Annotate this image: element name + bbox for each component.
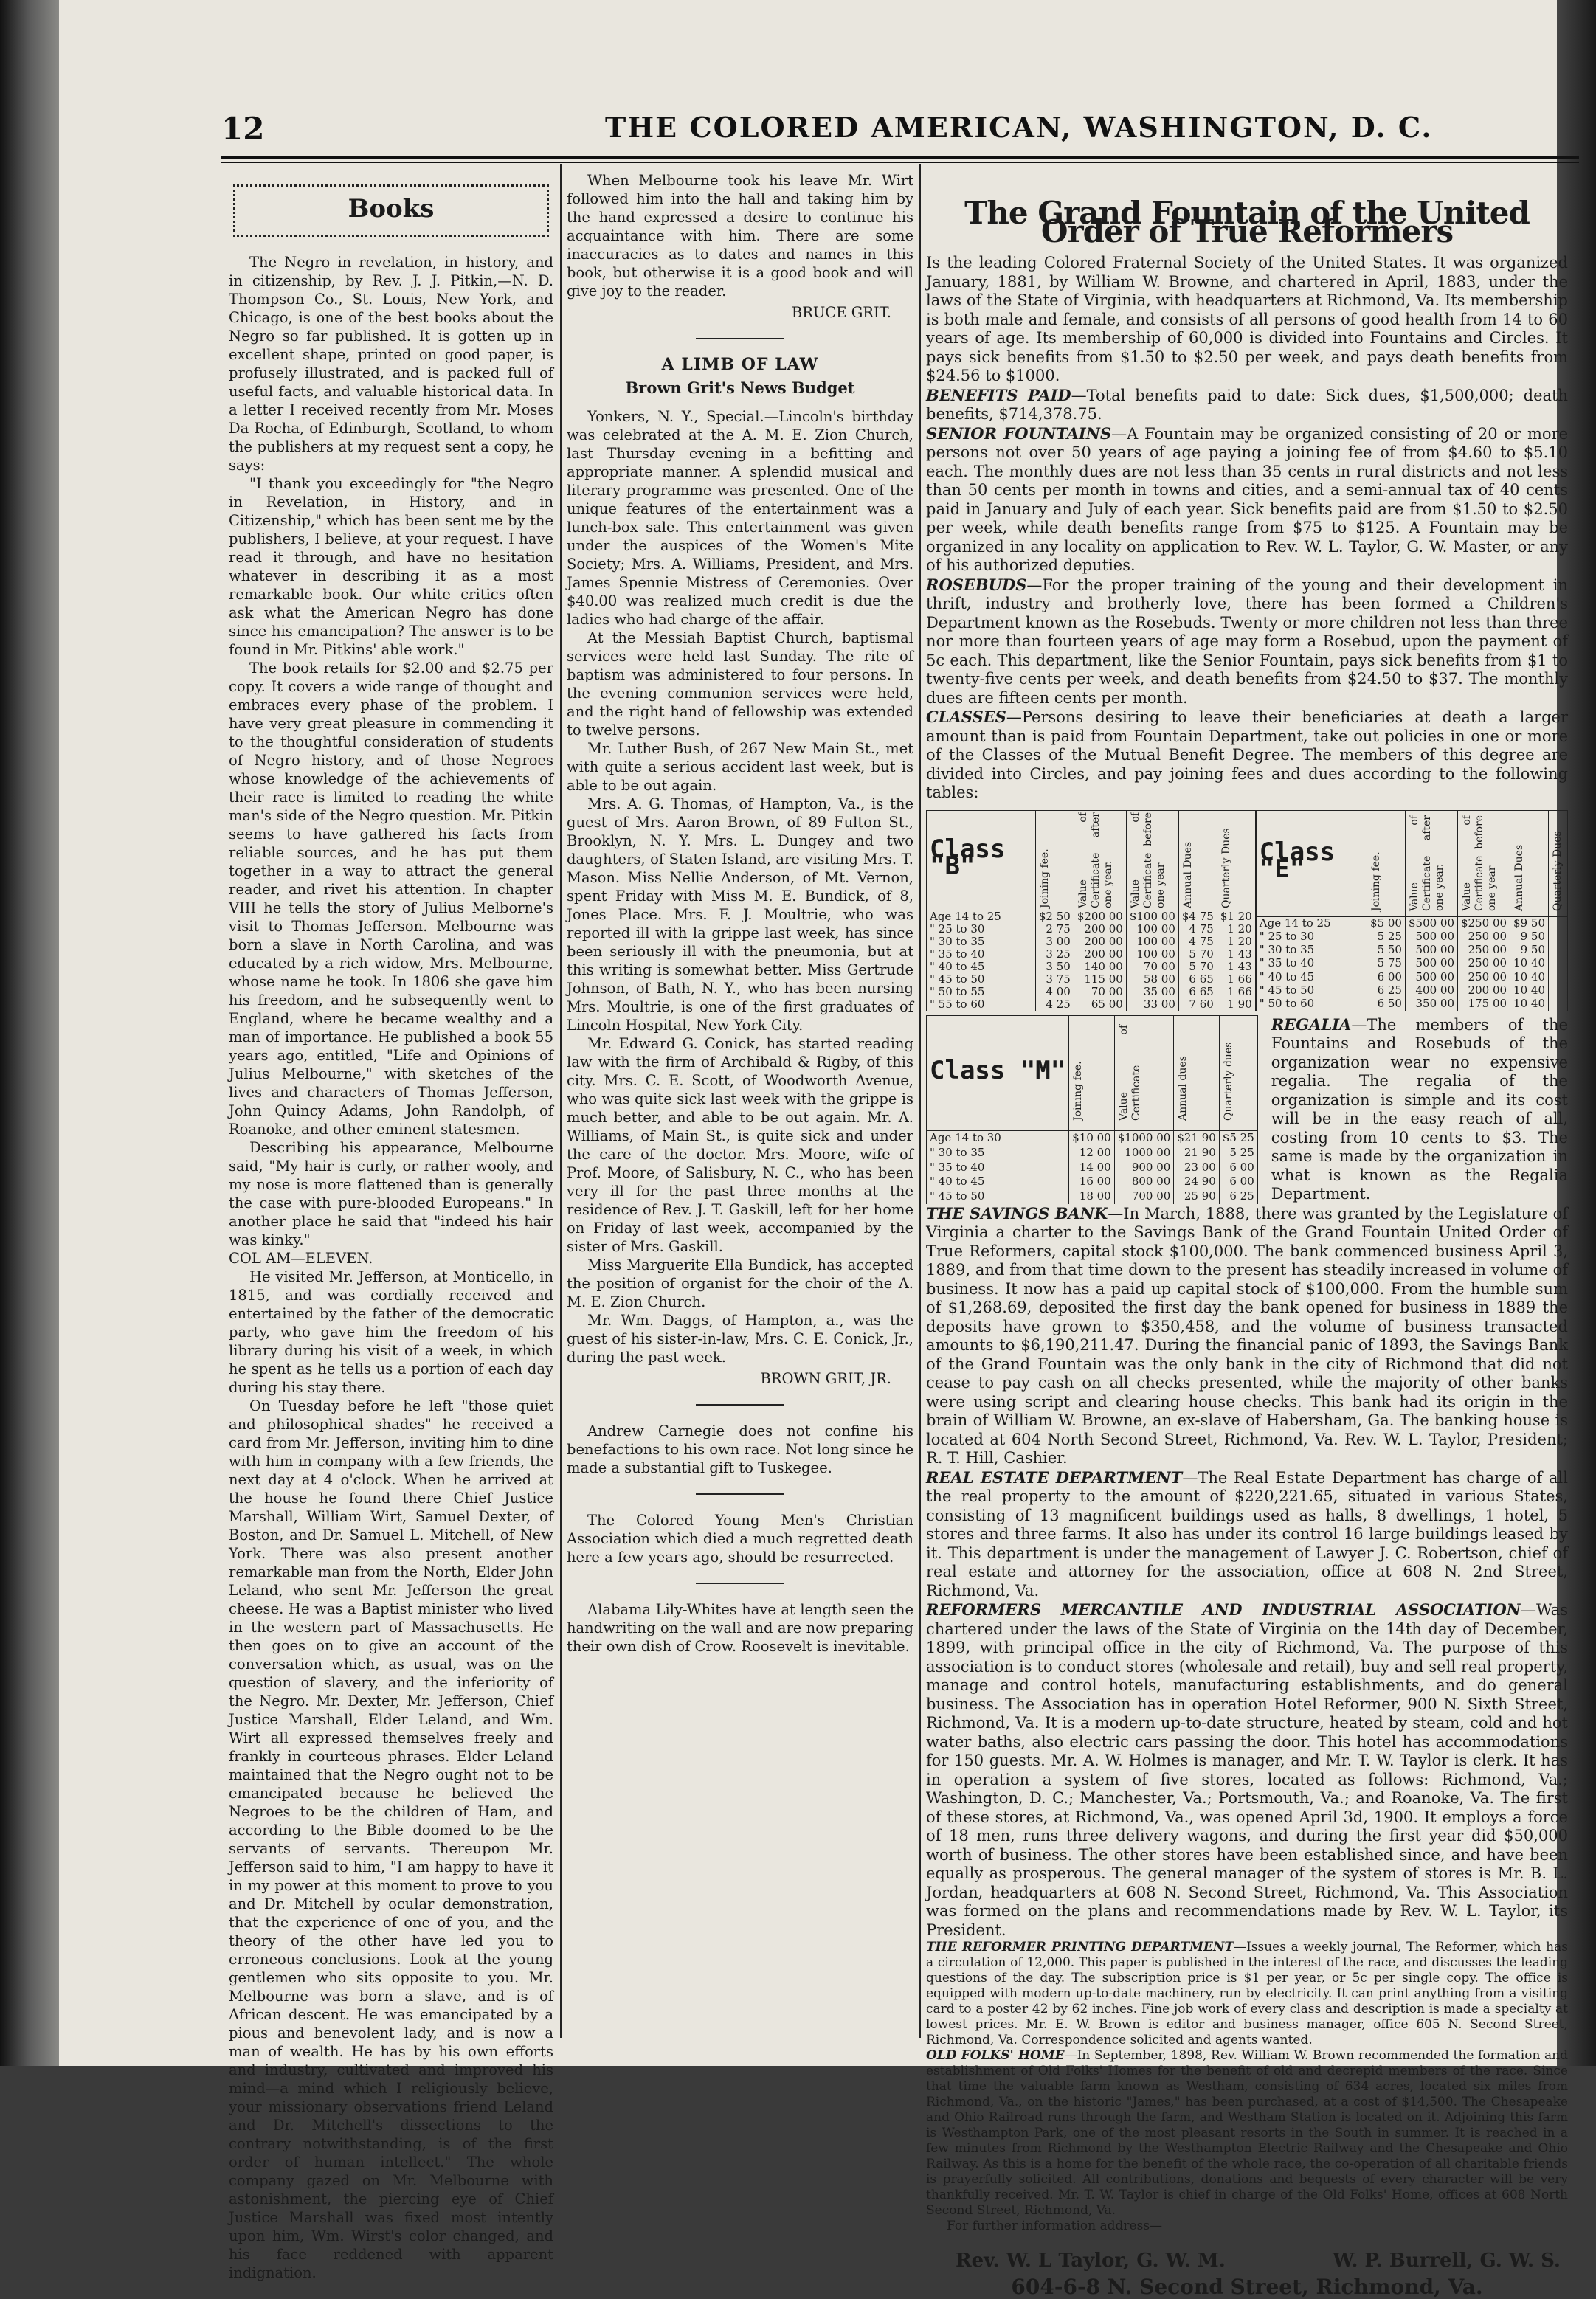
regalia-section <box>1271 1015 1568 1204</box>
table-cell: 3 75 <box>1035 973 1074 986</box>
table-cell: $500 00 <box>1405 916 1457 930</box>
table-cell: 5 75 <box>1367 957 1406 970</box>
table-row <box>927 1189 1258 1204</box>
table-row <box>1256 997 1567 1010</box>
officer-right: W. P. Burrell, G. W. S. <box>1333 2250 1561 2272</box>
col-header: Annual Dues <box>1513 844 1526 911</box>
class-m-area <box>926 1015 1568 1204</box>
printing-section <box>926 1940 1568 2048</box>
printing-label: THE REFORMER PRINTING DEPARTMENT <box>926 1940 1234 1954</box>
table-cell: 3 50 <box>1035 961 1074 973</box>
books-paragraph: Describing his appearance, Melbourne said, "My hair is curly, or rather wooly, and my nose is more flattened than is generally the case with pure-blooded Europeans." In another place he said that "indeed his hair was kinky." <box>229 1139 553 1248</box>
table-cell: 33 00 <box>1126 998 1178 1011</box>
table-cell: 100 00 <box>1126 936 1178 948</box>
table-cell: " 30 to 35 <box>927 1146 1069 1161</box>
table-cell: 2 75 <box>1035 923 1074 936</box>
col-header: Quarterly Dues <box>1220 827 1232 908</box>
table-cell: Age 14 to 25 <box>927 910 1036 923</box>
col-header: Value of Certificate before one year <box>1129 812 1167 908</box>
table-cell: 200 00 <box>1074 948 1126 961</box>
oldfolks-section <box>926 2048 1568 2219</box>
table-cell <box>1549 916 1568 930</box>
class-b-label: Class "B" <box>930 834 1006 881</box>
table-cell: 10 40 <box>1510 997 1549 1010</box>
col-header: Quarterly dues <box>1222 1042 1234 1121</box>
classes-label: CLASSES <box>926 708 1006 726</box>
page-number: 12 <box>221 111 265 147</box>
printing-text: —Issues a weekly journal, The Reformer, which has a circulation of 12,000. This paper is published in the interest of the race, and discusses the leading questions of the day. The subscription price is $1 per year, or 5c per single copy. The office is equipped with modern up-to-date machinery, run by electricity. It can print anything from a visiting card to a poster 42 by 62 inches. Fine job work of every class and description is made a specialty at lowest prices. Mr. E. W. Brown is editor and business manager, office 605 N. Second Street, Richmond, Va. Correspondence solicited and agents wanted. <box>926 1940 1568 2047</box>
table-cell: 1 20 <box>1217 936 1255 948</box>
table-cell: " 35 to 40 <box>1256 957 1367 970</box>
senior-section <box>926 424 1568 575</box>
rosebuds-label: ROSEBUDS <box>926 575 1027 594</box>
realestate-text: —The Real Estate Department has charge of all the real property to the amount of $220,221.65, situated in various States, consisting of 13 magnificent buildings used as halls, 8 dwellings, 1 hotel, 5 stores and three farms. It also has under its control 16 large buildings leased by it. This department is under the management of Lawyer J. C. Robertson, chief of real estate and attorney for the association, office at 608 N. 2nd Street, Richmond, Va. <box>926 1468 1568 1600</box>
table-cell: " 30 to 35 <box>1256 944 1367 957</box>
table-cell: $10 00 <box>1069 1130 1115 1145</box>
table-cell: 9 50 <box>1510 930 1549 944</box>
class-e-label: Class "E" <box>1259 837 1336 884</box>
benefits-label: BENEFITS PAID <box>926 385 1071 404</box>
table-cell: 6 25 <box>1367 983 1406 997</box>
table-cell: 5 70 <box>1178 948 1217 961</box>
table-cell: 200 00 <box>1074 936 1126 948</box>
limb-paragraph: Yonkers, N. Y., Special.—Lincoln's birthday was celebrated at the A. M. E. Zion Church, last Thursday evening in a befitting and appropriate manner. A splendid musical and literary programme was presented. One of the unique features of the entertainment was a lunch-box sale. This entertainment was given under the auspices of the Women's Mite Society; Mrs. A. Williams, President, and Mrs. James Spennie Mistress of Ceremonies. Over $40.00 was realized much credit is due the ladies who had charge of the affair. <box>567 408 913 628</box>
table-cell: 3 00 <box>1035 936 1074 948</box>
table-row <box>1256 916 1567 930</box>
table-cell: 12 00 <box>1069 1146 1115 1161</box>
class-m-table <box>926 1015 1258 1204</box>
books-signature: BRUCE GRIT. <box>791 304 891 321</box>
savings-text: —In March, 1888, there was granted by the Legislature of Virginia a charter to the Savings Bank of the Grand Fountain United Order of True Reformers, capital stock $100,000. The bank commenced business April 3, 1889, and from that time down to the present has steadily increased in volume of business. It now has a paid up capital stock of $100,000. From the humble sum of $1,268.69, deposited the first day the bank opened for business in 1889 the deposits have grown to $350,458, and the volume of business transacted amounts to $6,190,211.47. During the financial panic of 1893, the Savings Bank of the Grand Fountain was the only bank in the city of Richmond that did not cease to pay cash on all checks presented, while the majority of other banks were using script and clearing house checks. This bank had its origin in the brain of William W. Browne, an ex-slave of Habersham, Ga. The banking house is located at 604 North Second Street, Richmond, Va. Rev. W. L. Taylor, President; R. T. Hill, Cashier. <box>926 1204 1568 1467</box>
books-paragraph: "I thank you exceedingly for "the Negro in Revelation, in History, and in Citizenship," which has been sent me by the publishers, I believe, at your request. I have read it through, and have no hesitation whatever in describing it as a most remarkable book. Our white critics often ask what the American Negro has done since his emancipation? The answer is to be found in Mr. Pitkins' able work." <box>229 475 553 658</box>
table-cell: 5 50 <box>1367 944 1406 957</box>
table-cell: 115 00 <box>1074 973 1126 986</box>
table-cell: 3 25 <box>1035 948 1074 961</box>
col-header: Joining fee. <box>1072 1061 1085 1121</box>
regalia-sidebar <box>1271 1015 1568 1204</box>
limb-paragraph: Mr. Wm. Daggs, of Hampton, a., was the guest of his sister-in-law, Mrs. C. E. Conick, Jr., during the past week. <box>567 1312 913 1366</box>
table-cell: 4 75 <box>1178 936 1217 948</box>
table-cell: 6 25 <box>1219 1189 1257 1204</box>
realestate-label: REAL ESTATE DEPARTMENT <box>926 1467 1183 1487</box>
officers-line <box>956 2252 1561 2270</box>
table-cell: 6 00 <box>1367 970 1406 983</box>
table-cell: $5 00 <box>1367 916 1406 930</box>
masthead-title: THE COLORED AMERICAN, WASHINGTON, D. C. <box>605 111 1433 144</box>
table-row <box>927 998 1256 1011</box>
table-cell: 140 00 <box>1074 961 1126 973</box>
table-cell: 58 00 <box>1126 973 1178 986</box>
table-cell: " 50 to 60 <box>1256 997 1367 1010</box>
binding-shadow <box>0 0 59 2066</box>
table-cell: " 50 to 55 <box>927 986 1036 998</box>
table-cell: $9 50 <box>1510 916 1549 930</box>
oldfolks-text: —In September, 1898, Rev. William W. Brown recommended the formation and establishment of Old Folks' Homes for the benefit of old and decrepid members of the race. Since that time the valuable farm known as Westham, consisting of 634 acres, located six miles from Richmond, Va., on the historic "James," has been purchased, at a cost of $14,500. The Chesapeake and Ohio Railroad runs through the farm, and Westham Station is located on it. Adjoining this farm is Westhampton Park, one of the most pleasant resorts in the South in summer. It is reached in a few minutes from Richmond by the Westhampton Electric Railway and the Chesapeake and Ohio Railway. As this is a home for the benefit of the whole race, the co-operation of all charitable friends is prayerfully solicited. All contributions, donations and bequests of every character will be very thankfully received. Mr. T. W. Taylor is chief in charge of the Old Folks' Home, offices at 608 North Second Street, Richmond, Va. <box>926 2048 1568 2218</box>
classes-text: —Persons desiring to leave their beneficiaries at death a larger amount than is paid from Fountain Department, take out policies in one or more of the Classes of the Mutual Benefit Degree. The members of this degree are divided into Circles, and pay joining fees and dues according to the following tables: <box>926 708 1568 801</box>
table-cell: " 45 to 50 <box>927 1189 1069 1204</box>
table-cell: 23 00 <box>1174 1160 1220 1175</box>
table-cell: 10 40 <box>1510 983 1549 997</box>
column-rule-2 <box>919 164 921 2038</box>
table-cell: 4 00 <box>1035 986 1074 998</box>
savings-label: THE SAVINGS BANK <box>926 1203 1108 1223</box>
limb-heading: A LIMB OF LAW <box>661 355 819 374</box>
table-cell: 1 43 <box>1217 961 1255 973</box>
col-header: Value of Certificate <box>1117 1025 1142 1121</box>
table-cell: 1 90 <box>1217 998 1255 1011</box>
table-cell: 10 40 <box>1510 970 1549 983</box>
oldfolks-label: OLD FOLKS' HOME <box>926 2048 1065 2063</box>
table-row <box>1256 970 1567 983</box>
table-row <box>927 948 1256 961</box>
short-item: The Colored Young Men's Christian Association which died a much regretted death here a few years ago, should be resurrected. <box>567 1512 913 1566</box>
table-cell: 350 00 <box>1405 997 1457 1010</box>
limb-paragraph: Mrs. A. G. Thomas, of Hampton, Va., is the guest of Mrs. Aaron Brown, of 89 Fulton St., Brooklyn, N. Y. Mrs. L. Dungey and two daughters, of Staten Island, are visiting Mrs. T. Mason. Miss Nellie Anderson, of Mt. Vernon, spent Friday with Miss M. E. Bundick, of 8, Jones Place. Mrs. F. J. Moultrie, who was reported ill with la grippe last week, has since been seriously ill with the pneumonia, but at this writing is somewhat better. Miss Gertrude Johnson, of Bath, N. Y., who has been nursing Mrs. Moultrie, is one of the first graduates of Lincoln Hospital, New York City. <box>567 795 913 1034</box>
books-heading-box <box>233 184 549 237</box>
col-header: Value of Certificate before one year <box>1461 815 1499 911</box>
col-header: Joining fee. <box>1370 851 1383 911</box>
masthead-rule <box>221 156 1579 163</box>
table-cell: 6 65 <box>1178 973 1217 986</box>
benefits-text: —Total benefits paid to date: Sick dues, $1,500,000; death benefits, $714,378.75. <box>926 386 1568 423</box>
limb-paragraph: Miss Marguerite Ella Bundick, has accepted the position of organist for the choir of the A. M. E. Zion Church. <box>567 1256 913 1310</box>
table-cell: 175 00 <box>1458 997 1510 1010</box>
table-cell: 24 90 <box>1174 1175 1220 1189</box>
section-rule <box>696 1493 784 1495</box>
table-cell: 10 40 <box>1510 957 1549 970</box>
table-cell: 100 00 <box>1126 948 1178 961</box>
benefits-section <box>926 386 1568 424</box>
table-cell: 70 00 <box>1126 961 1178 973</box>
table-cell <box>1549 930 1568 944</box>
col-header: Quarterly Dues <box>1552 831 1564 911</box>
table-cell: $200 00 <box>1074 910 1126 923</box>
table-cell: $5 25 <box>1219 1130 1257 1145</box>
books-paragraph: He visited Mr. Jefferson, at Monticello, in 1815, and was cordially received and entertained by the father of the democratic party, who gave him the freedom of his library during his visit of a week, in which he spent as he tells us a portion of each day during his stay there. <box>229 1268 553 1396</box>
savings-section <box>926 1204 1568 1468</box>
table-cell <box>1549 983 1568 997</box>
table-cell: 5 25 <box>1219 1146 1257 1161</box>
limb-paragraph: Mr. Luther Bush, of 267 New Main St., met with quite a serious accident last week, but is able to be out again. <box>567 740 913 794</box>
table-cell: 250 00 <box>1458 944 1510 957</box>
limb-paragraph: At the Messiah Baptist Church, baptismal services were held last Sunday. The rite of baptism was administered to four persons. In the evening communion services were held, and the right hand of fellowship was extended to twelve persons. <box>567 629 913 739</box>
table-cell: " 45 to 50 <box>1256 983 1367 997</box>
books-paragraph: When Melbourne took his leave Mr. Wirt followed him into the hall and taking him by the hand expressed a desire to continue his acquaintance with him. There are some inaccuracies as to dates and names in this book, but otherwise it is a good book and will give joy to the reader. <box>567 172 913 300</box>
table-cell: 9 50 <box>1510 944 1549 957</box>
table-cell: 1 43 <box>1217 948 1255 961</box>
rosebuds-text: —For the proper training of the young and their development in thrift, industry and brotherly love, there has been formed a Children's Department known as the Rosebuds. Twenty or more children not less than three nor more than fourteen years of age may form a Rosebud, upon the payment of 5c each. This department, like the Senior Fountain, pays sick benefits from $1 to twenty-five cents per week, and death benefits from $24.50 to $37. The monthly dues are fifteen cents per month. <box>926 575 1568 707</box>
limb-signature: BROWN GRIT, JR. <box>760 1370 891 1387</box>
table-cell: " 30 to 35 <box>927 936 1036 948</box>
table-cell <box>1549 957 1568 970</box>
mercantile-label: REFORMERS MERCANTILE AND INDUSTRIAL ASSOCIATION <box>926 1600 1521 1619</box>
books-paragraph: The book retails for $2.00 and $2.75 per copy. It covers a wide range of thought and embraces every phase of the problem. I have very great pleasure in commending it to the thoughtful consideration of students of Negro history, and of those Negroes whose knowledge of the achievements of their race is limited to reading the white man's side of the Negro question. Mr. Pitkin seems to have gathered his facts from reliable sources, and he has put them together in a way to attract the general reader, and rivet his attention. In chapter VIII he tells the story of Julius Melborne's visit to Thomas Jefferson. Melbourne was born a slave in North Carolina, and was educated by a rich widow, Mrs. Melbourne, whose name he took. In 1806 she gave him his freedom, and he subsequently went to England, where he became wealthy and a man of importance. He published a book 55 years ago, entitled, "Life and Opinions of Julius Melbourne," with sketches of the lives and characters of Thomas Jefferson, John Quincy Adams, John Randolph, of Roanoke, and other eminent statesmen. <box>229 660 553 1138</box>
table-cell: 7 60 <box>1178 998 1217 1011</box>
table-row <box>927 961 1256 973</box>
table-cell: 16 00 <box>1069 1175 1115 1189</box>
table-cell: 700 00 <box>1114 1189 1174 1204</box>
fine-print <box>926 1940 1568 2234</box>
fountain-heading: The Grand Fountain of the United Order of True Reformers <box>964 195 1530 249</box>
short-item: Alabama Lily-Whites have at length seen the handwriting on the wall and are now preparing their own dish of Crow. Roosevelt is inevitable. <box>567 1601 913 1655</box>
table-cell: 4 25 <box>1035 998 1074 1011</box>
table-cell: 6 65 <box>1178 986 1217 998</box>
table-cell: 4 75 <box>1178 923 1217 936</box>
table-row <box>1256 957 1567 970</box>
rosebuds-section <box>926 575 1568 708</box>
column-rule-1 <box>560 164 562 2038</box>
col-header: Joining fee. <box>1038 848 1051 908</box>
table-row <box>1256 983 1567 997</box>
table-cell: 6 00 <box>1219 1160 1257 1175</box>
table-row <box>1256 944 1567 957</box>
table-cell: 200 00 <box>1458 983 1510 997</box>
table-cell: 800 00 <box>1114 1175 1174 1189</box>
col-header: Annual Dues <box>1181 841 1194 908</box>
table-row <box>927 910 1256 923</box>
regalia-label: REGALIA <box>1271 1014 1352 1034</box>
table-cell: 21 90 <box>1174 1146 1220 1161</box>
short-item: Andrew Carnegie does not confine his benefactions to his own race. Not long since he made a substantial gift to Tuskegee. <box>567 1422 913 1476</box>
table-row <box>1256 930 1567 944</box>
table-row <box>927 1130 1258 1145</box>
table-cell: 5 70 <box>1178 961 1217 973</box>
mercantile-section <box>926 1600 1568 1940</box>
regalia-text: —The members of the Fountains and Rosebuds of the organization wear no expensive regalia. The regalia of the organization is simple and its cost will be in the easy reach of all, costing from 10 cents to $3. The same is made by the organization in what is known as the Regalia Department. <box>1271 1015 1568 1203</box>
table-cell: 18 00 <box>1069 1189 1115 1204</box>
table-cell: $1 20 <box>1217 910 1255 923</box>
class-b-table <box>926 810 1256 1011</box>
table-cell: 1 66 <box>1217 973 1255 986</box>
table-cell: 65 00 <box>1074 998 1126 1011</box>
table-cell: " 25 to 30 <box>927 923 1036 936</box>
mercantile-text: —Was chartered under the laws of the State of Virginia on the 14th day of December, 1899, with principal office in the city of Richmond, Va. The purpose of this association is to conduct stores (wholesale and retail), buy and sell real property, manage and control hotels, manufacturing establishments, and do general business. The Association has in operation Hotel Reformer, 900 N. Sixth Street, Richmond, Va. It is a modern up-to-date structure, heated by steam, cold and hot water baths, also electric cars passing the door. This hotel has accommodations for 150 guests. Mr. A. W. Holmes is manager, and Mr. T. W. Taylor is clerk. It has in operation a system of five stores, located as follows: Richmond, Va.; Washington, D. C.; Manchester, Va.; Portsmouth, Va.; and Roanoke, Va. The first of these stores, at Richmond, Va., was opened April 3d, 1900. It employs a force of 18 men, runs three delivery wagons, and during the first year did $50,000 worth of business. The other stores have been established since, and have been equally as prosperous. The general manager of the system of stores is Mr. B. L. Jordan, headquarters at 608 N. Second Street, Richmond, Va. This Association was formed on the plans and recommendations made by Rev. W. L. Taylor, its President. <box>926 1601 1568 1939</box>
table-cell: $21 90 <box>1174 1130 1220 1145</box>
col-header: Value of Certificate after one year. <box>1408 815 1445 911</box>
table-cell: " 25 to 30 <box>1256 930 1367 944</box>
class-m-label: Class "M" <box>930 1055 1066 1085</box>
table-cell: " 35 to 40 <box>927 1160 1069 1175</box>
col-header: Annual dues <box>1177 1056 1189 1121</box>
table-cell: " 40 to 45 <box>927 1175 1069 1189</box>
table-cell: 5 25 <box>1367 930 1406 944</box>
table-cell: " 45 to 50 <box>927 973 1036 986</box>
table-cell: 25 90 <box>1174 1189 1220 1204</box>
table-cell: 35 00 <box>1126 986 1178 998</box>
books-paragraph: On Tuesday before he left "those quiet and philosophical shades" he received a card from Mr. Jefferson, inviting him to dine with him in company with a few friends, the next day at 4 o'clock. When he arrived at the house he found there Chief Justice Marshall, William Wirt, Samuel Dexter, of Boston, and Dr. Samuel L. Mitchell, of New York. There was also present another remarkable man from the North, Elder John Leland, who sent Mr. Jefferson the great cheese. He was a Baptist minister who lived in the western part of Massachusetts. He then goes on to give an account of the conversation which, as usual, was on the question of slavery, and the inferiority of the Negro. Mr. Dexter, Mr. Jefferson, Chief Justice Marshall, Elder Leland, and Wm. Wirt all expressed themselves freely and frankly in courteous phrases. Elder Leland maintained that the Negro ought not to be emancipated because he believed the Negroes to be the children of Ham, and according to the Bible doomed to be the servants of servants. Thereupon Mr. Jefferson said to him, "I am happy to have it in my power at this moment to prove to you and Dr. Mitchell by ocular demonstration, that the experience of one of you, and the theory of the other have led you to erroneous conclusions. Look at the young gentlemen who sits opposite to you. Mr. Melbourne was born a slave, and is of African descent. He was emancipated by a pious and benevolent lady, and is now a man of wealth. He has by his own efforts and industry, cultivated and improved his mind—a mind which I religiously believe, your missionary observations friend Leland and Dr. Mitchell's dissections to the contrary notwithstanding, is of the first order of human intellect." The whole company gazed on Mr. Melbourne with astonishment, the piercing eye of Chief Justice Marshall was fixed most intently upon him, Wm. Wirst's color changed, and his face reddened with apparent indignation. <box>229 1397 553 2281</box>
table-cell: 100 00 <box>1126 923 1178 936</box>
table-cell: " 35 to 40 <box>927 948 1036 961</box>
table-cell: 250 00 <box>1458 930 1510 944</box>
table-cell: " 55 to 60 <box>927 998 1036 1011</box>
table-cell: 70 00 <box>1074 986 1126 998</box>
fountain-intro: Is the leading Colored Fraternal Society of the United States. It was organized January, 1881, by William W. Browne, and chartered in April, 1883, under the laws of the State of Virginia, with headquarters at Richmond, Va. Its membership is both male and female, and consists of all persons of good health from 14 to 60 years of age. Its membership of 60,000 is divided into Fountains and Circles. It pays sick benefits from $1.50 to $2.50 per week, and pays death benefits from $24.56 to $1000. <box>926 254 1568 384</box>
senior-label: SENIOR FOUNTAINS <box>926 424 1112 443</box>
table-row <box>927 1146 1258 1161</box>
books-paragraph: COL AM—ELEVEN. <box>229 1250 373 1267</box>
table-cell: Age 14 to 30 <box>927 1130 1069 1145</box>
books-paragraph: The Negro in revelation, in history, and in citizenship, by Rev. J. J. Pitkin,—N. D. Thompson Co., St. Louis, New York, and Chicago, is one of the best books about the Negro so far published. It is gotten up in excellent shape, printed on good paper, is profusely illustrated, and is packed full of useful facts, and valuable historical data. In a letter I received recently from Mr. Moses Da Rocha, of Edinburgh, Scotland, to whom the publishers at my request sent a copy, he says: <box>229 254 553 474</box>
table-cell: 6 00 <box>1219 1175 1257 1189</box>
table-cell: $100 00 <box>1126 910 1178 923</box>
table-row <box>927 1160 1258 1175</box>
table-cell: $250 00 <box>1458 916 1510 930</box>
column-fountain <box>926 171 1568 2299</box>
officer-left: Rev. W. L Taylor, G. W. M. <box>956 2250 1226 2272</box>
table-cell: " 40 to 45 <box>927 961 1036 973</box>
table-cell: 500 00 <box>1405 930 1457 944</box>
rate-tables <box>926 810 1568 1011</box>
limb-subheading: Brown Grit's News Budget <box>625 378 855 397</box>
classes-section <box>926 708 1568 803</box>
table-cell: " 40 to 45 <box>1256 970 1367 983</box>
table-cell: 900 00 <box>1114 1160 1174 1175</box>
table-cell: 1000 00 <box>1114 1146 1174 1161</box>
table-cell: 400 00 <box>1405 983 1457 997</box>
table-cell: 6 50 <box>1367 997 1406 1010</box>
col-header: Value of Certificate after one year. <box>1077 812 1114 908</box>
table-row <box>927 936 1256 948</box>
table-row <box>927 923 1256 936</box>
table-cell: $4 75 <box>1178 910 1217 923</box>
limb-paragraph: Mr. Edward G. Conick, has started reading law with the firm of Archibald & Rigby, of this city. Mrs. C. E. Scott, of Woodworth Avenue, who was quite sick last week with the grippe is much better, and able to be out again. Mr. A. Williams, of Main St., is quite sick and under the care of the doctor. Mrs. Moore, wife of Prof. Moore, of Salisbury, N. C., who has been very ill for the past three months at the residence of Rev. J. T. Gaskill, left for her home on Friday of last week, accompanied by the sister of Mrs. Gaskill. <box>567 1035 913 1255</box>
table-cell: 1 20 <box>1217 923 1255 936</box>
column-middle <box>567 171 913 2030</box>
section-rule <box>696 338 784 339</box>
table-cell: $2 50 <box>1035 910 1074 923</box>
class-e-table <box>1256 810 1568 1011</box>
table-cell <box>1549 970 1568 983</box>
table-cell: 1 66 <box>1217 986 1255 998</box>
column-books <box>229 171 553 2281</box>
table-cell: $1000 00 <box>1114 1130 1174 1145</box>
table-cell: 500 00 <box>1405 970 1457 983</box>
table-cell <box>1549 944 1568 957</box>
books-heading: Books <box>348 194 435 224</box>
table-cell: 14 00 <box>1069 1160 1115 1175</box>
senior-text: —A Fountain may be organized consisting of 20 or more persons not over 50 years of age paying a joining fee of from $4.60 to $5.10 each. The monthly dues are not less than 35 cents in rural districts and not less than 50 cents per month in towns and cities, and a semi-annual tax of 40 cents paid in January and July of each year. Sick benefits paid are from $1.50 to $2.50 per week, while death benefits range from $75 to $125. A Fountain may be organized in any locality on application to Rev. W. L. Taylor, G. W. Master, or any of his authorized deputies. <box>926 424 1568 574</box>
table-row <box>927 986 1256 998</box>
table-cell: 500 00 <box>1405 957 1457 970</box>
section-rule <box>696 1583 784 1584</box>
table-cell: 200 00 <box>1074 923 1126 936</box>
realestate-section <box>926 1468 1568 1601</box>
table-cell <box>1549 997 1568 1010</box>
footer-address: 604-6-8 N. Second Street, Richmond, Va. <box>1011 2275 1483 2299</box>
section-rule <box>696 1404 784 1406</box>
table-row <box>927 1175 1258 1189</box>
table-cell: 250 00 <box>1458 970 1510 983</box>
table-cell: 250 00 <box>1458 957 1510 970</box>
table-cell: 500 00 <box>1405 944 1457 957</box>
table-cell: Age 14 to 25 <box>1256 916 1367 930</box>
table-row <box>927 973 1256 986</box>
further-info: For further information address— <box>947 2219 1163 2233</box>
